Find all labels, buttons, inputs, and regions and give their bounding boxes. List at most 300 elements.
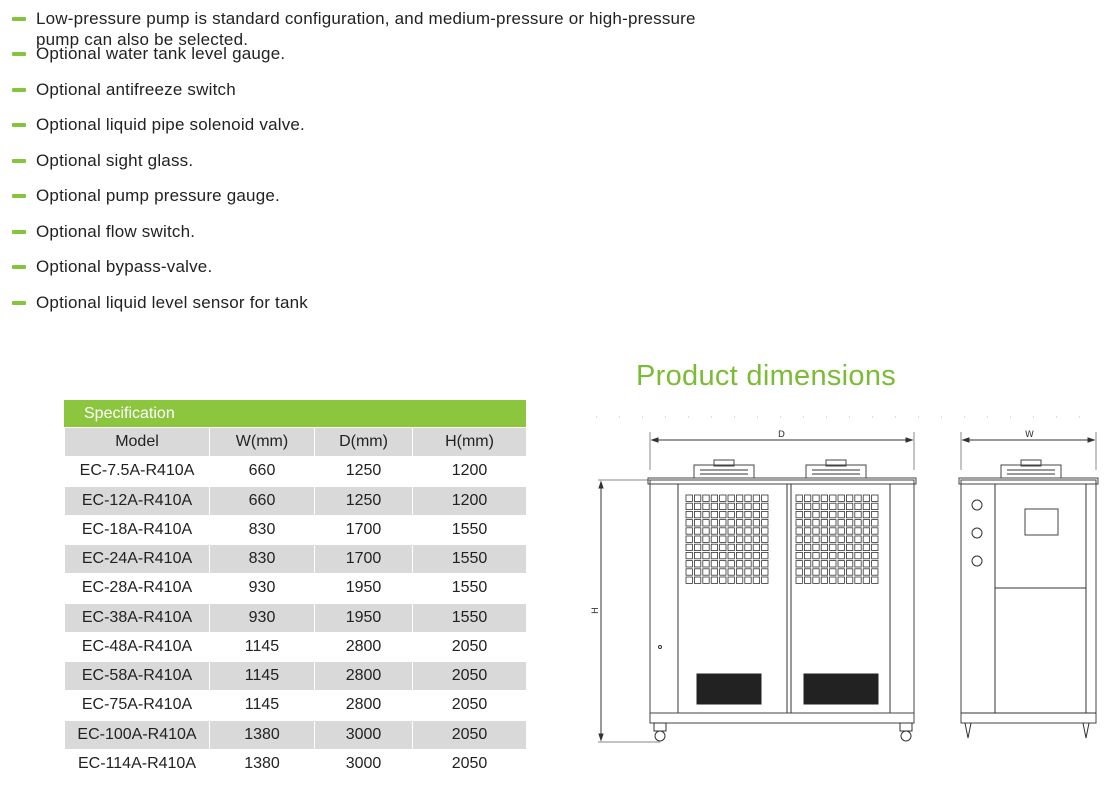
vent-cell xyxy=(686,511,692,517)
vent-cell xyxy=(838,503,844,509)
vent-cell xyxy=(694,569,700,575)
table-cell: 1550 xyxy=(413,603,527,632)
table-cell: 3000 xyxy=(315,749,413,778)
vent-cell xyxy=(872,528,878,534)
vent-cell xyxy=(762,503,768,509)
bullet-dash-icon xyxy=(12,17,26,21)
vent-cell xyxy=(813,536,819,542)
vent-cell xyxy=(863,528,869,534)
vent-cell xyxy=(855,511,861,517)
table-cell: 1250 xyxy=(315,457,413,486)
vent-cell xyxy=(711,552,717,558)
table-cell: EC-7.5A-R410A xyxy=(65,457,210,486)
vent-cell xyxy=(863,503,869,509)
vent-cell xyxy=(838,569,844,575)
vent-cell xyxy=(846,577,852,583)
vent-cell xyxy=(720,552,726,558)
vent-cell xyxy=(830,544,836,550)
vent-cell xyxy=(796,503,802,509)
vent-cell xyxy=(753,511,759,517)
vent-cell xyxy=(745,544,751,550)
bullet-dash-icon xyxy=(12,301,26,305)
vent-cell xyxy=(720,577,726,583)
vent-cell xyxy=(872,561,878,567)
vent-cell xyxy=(728,503,734,509)
vent-cell xyxy=(703,569,709,575)
vent-cell xyxy=(846,528,852,534)
vent-cell xyxy=(796,561,802,567)
vent-cell xyxy=(813,561,819,567)
table-cell: 2050 xyxy=(413,632,527,661)
vent-cell xyxy=(728,511,734,517)
vent-cell xyxy=(796,528,802,534)
vent-cell xyxy=(804,544,810,550)
vent-cell xyxy=(863,569,869,575)
vent-cell xyxy=(736,569,742,575)
vent-cell xyxy=(830,520,836,526)
feature-item: Optional sight glass. xyxy=(12,150,712,186)
vent-cell xyxy=(846,520,852,526)
vent-cell xyxy=(711,561,717,567)
table-cell: 1250 xyxy=(315,486,413,515)
vent-cell xyxy=(846,544,852,550)
table-cell: 1950 xyxy=(315,574,413,603)
vent-cell xyxy=(703,503,709,509)
vent-cell xyxy=(796,536,802,542)
table-cell: 1200 xyxy=(413,486,527,515)
vent-cell xyxy=(813,577,819,583)
vent-cell xyxy=(846,536,852,542)
vent-cell xyxy=(753,544,759,550)
vent-cell xyxy=(838,577,844,583)
spec-table xyxy=(64,427,527,779)
vent-cell xyxy=(813,528,819,534)
vent-cell xyxy=(872,536,878,542)
vent-cell xyxy=(736,503,742,509)
vent-cell xyxy=(813,520,819,526)
vent-cell xyxy=(720,511,726,517)
table-cell: EC-38A-R410A xyxy=(65,603,210,632)
vent-cell xyxy=(838,528,844,534)
table-row xyxy=(65,691,527,720)
vent-cell xyxy=(855,536,861,542)
vent-cell xyxy=(872,552,878,558)
vent-cell xyxy=(804,503,810,509)
bullet-dash-icon xyxy=(12,194,26,198)
vent-cell xyxy=(736,536,742,542)
spec-table-block xyxy=(64,400,526,779)
vent-cell xyxy=(804,569,810,575)
vent-cell xyxy=(694,511,700,517)
vent-cell xyxy=(694,536,700,542)
vent-cell xyxy=(694,528,700,534)
vent-cell xyxy=(796,544,802,550)
column-header: D(mm) xyxy=(315,428,413,457)
table-cell: 2050 xyxy=(413,720,527,749)
vent-cell xyxy=(711,528,717,534)
bullet-dash-icon xyxy=(12,52,26,56)
vent-cell xyxy=(736,561,742,567)
vent-cell xyxy=(855,577,861,583)
vent-cell xyxy=(703,536,709,542)
vent-cell xyxy=(762,528,768,534)
vent-cell xyxy=(711,495,717,501)
vent-cell xyxy=(694,520,700,526)
vent-cell xyxy=(838,520,844,526)
vent-cell xyxy=(694,577,700,583)
vent-cell xyxy=(686,561,692,567)
table-cell: EC-75A-R410A xyxy=(65,691,210,720)
product-dimension-drawing xyxy=(590,408,1105,753)
table-cell: EC-114A-R410A xyxy=(65,749,210,778)
table-cell: 1380 xyxy=(210,749,315,778)
table-row xyxy=(65,574,527,603)
vent-cell xyxy=(694,561,700,567)
vent-cell xyxy=(762,511,768,517)
vent-cell xyxy=(872,495,878,501)
table-cell: EC-100A-R410A xyxy=(65,720,210,749)
vent-cell xyxy=(821,520,827,526)
table-row xyxy=(65,515,527,544)
vent-cell xyxy=(838,552,844,558)
table-cell: 930 xyxy=(210,574,315,603)
table-cell: EC-24A-R410A xyxy=(65,545,210,574)
vent-cell xyxy=(686,544,692,550)
table-cell: 930 xyxy=(210,603,315,632)
table-row xyxy=(65,632,527,661)
vent-cell xyxy=(686,536,692,542)
vent-cell xyxy=(745,536,751,542)
vent-cell xyxy=(796,511,802,517)
vent-cell xyxy=(796,577,802,583)
vent-cell xyxy=(753,520,759,526)
vent-cell xyxy=(753,528,759,534)
vent-cell xyxy=(762,495,768,501)
vent-cell xyxy=(830,577,836,583)
feature-item: Optional antifreeze switch xyxy=(12,79,712,115)
table-cell: 2800 xyxy=(315,632,413,661)
bullet-dash-icon xyxy=(12,230,26,234)
vent-cell xyxy=(804,552,810,558)
vent-cell xyxy=(703,544,709,550)
bullet-dash-icon xyxy=(12,88,26,92)
vent-cell xyxy=(804,495,810,501)
vent-cell xyxy=(838,495,844,501)
vent-cell xyxy=(830,503,836,509)
vent-cell xyxy=(736,577,742,583)
table-cell: 1550 xyxy=(413,545,527,574)
vent-cell xyxy=(720,528,726,534)
vent-cell xyxy=(821,503,827,509)
vent-cell xyxy=(753,577,759,583)
vent-cell xyxy=(686,552,692,558)
vent-cell xyxy=(838,536,844,542)
vent-cell xyxy=(728,544,734,550)
feature-item: Optional liquid pipe solenoid valve. xyxy=(12,114,712,150)
table-cell: 2050 xyxy=(413,691,527,720)
vent-cell xyxy=(711,511,717,517)
vent-cell xyxy=(686,520,692,526)
vent-cell xyxy=(872,503,878,509)
vent-cell xyxy=(762,520,768,526)
table-row xyxy=(65,545,527,574)
vent-cell xyxy=(804,536,810,542)
vent-cell xyxy=(796,552,802,558)
vent-cell xyxy=(711,503,717,509)
vent-cell xyxy=(728,536,734,542)
vent-cell xyxy=(846,552,852,558)
vent-cell xyxy=(846,503,852,509)
vent-cell xyxy=(753,495,759,501)
table-cell: 1145 xyxy=(210,632,315,661)
table-cell: 1145 xyxy=(210,662,315,691)
vent-cell xyxy=(821,544,827,550)
vent-cell xyxy=(728,495,734,501)
vent-cell xyxy=(821,495,827,501)
vent-cell xyxy=(745,503,751,509)
height-label: H xyxy=(591,607,601,614)
vent-cell xyxy=(846,511,852,517)
vent-cell xyxy=(872,569,878,575)
vent-cell xyxy=(745,552,751,558)
vent-cell xyxy=(804,520,810,526)
vent-cell xyxy=(728,520,734,526)
vent-cell xyxy=(830,569,836,575)
vent-cell xyxy=(863,552,869,558)
vent-cell xyxy=(813,544,819,550)
table-cell: EC-12A-R410A xyxy=(65,486,210,515)
vent-cell xyxy=(720,520,726,526)
width-label: W xyxy=(1025,430,1034,440)
vent-cell xyxy=(762,544,768,550)
vent-cell xyxy=(745,495,751,501)
table-cell: 830 xyxy=(210,515,315,544)
table-row xyxy=(65,603,527,632)
table-cell: EC-48A-R410A xyxy=(65,632,210,661)
vent-cell xyxy=(762,577,768,583)
vent-cell xyxy=(745,561,751,567)
vent-cell xyxy=(830,495,836,501)
vent-cell xyxy=(821,577,827,583)
vent-cell xyxy=(703,561,709,567)
bullet-dash-icon xyxy=(12,159,26,163)
table-cell: 1700 xyxy=(315,515,413,544)
table-row xyxy=(65,749,527,778)
vent-cell xyxy=(855,503,861,509)
feature-item: Optional bypass-valve. xyxy=(12,256,712,292)
vent-cell xyxy=(830,528,836,534)
vent-cell xyxy=(703,552,709,558)
vent-cell xyxy=(804,561,810,567)
vent-cell xyxy=(855,544,861,550)
vent-cell xyxy=(745,577,751,583)
vent-cell xyxy=(686,495,692,501)
vent-cell xyxy=(863,544,869,550)
table-row xyxy=(65,662,527,691)
table-cell: 2800 xyxy=(315,662,413,691)
vent-cell xyxy=(753,552,759,558)
table-row xyxy=(65,486,527,515)
vent-cell xyxy=(821,528,827,534)
table-cell: 3000 xyxy=(315,720,413,749)
vent-cell xyxy=(753,536,759,542)
vent-cell xyxy=(872,511,878,517)
bullet-dash-icon xyxy=(12,265,26,269)
vent-cell xyxy=(694,495,700,501)
vent-cell xyxy=(728,528,734,534)
table-cell: 1380 xyxy=(210,720,315,749)
vent-cell xyxy=(703,520,709,526)
vent-cell xyxy=(694,503,700,509)
vent-cell xyxy=(863,511,869,517)
feature-item: Optional pump pressure gauge. xyxy=(12,185,712,221)
vent-cell xyxy=(830,552,836,558)
vent-cell xyxy=(745,511,751,517)
vent-cell xyxy=(872,544,878,550)
vent-cell xyxy=(745,528,751,534)
table-row xyxy=(65,720,527,749)
vent-cell xyxy=(838,544,844,550)
vent-cell xyxy=(821,511,827,517)
vent-cell xyxy=(863,577,869,583)
vent-cell xyxy=(813,552,819,558)
table-header-row xyxy=(65,428,527,457)
table-cell: 2050 xyxy=(413,749,527,778)
vent-cell xyxy=(762,569,768,575)
vent-cell xyxy=(813,503,819,509)
vent-cell xyxy=(686,569,692,575)
vent-cell xyxy=(796,569,802,575)
vent-cell xyxy=(686,577,692,583)
vent-cell xyxy=(855,561,861,567)
vent-cell xyxy=(703,577,709,583)
vent-cell xyxy=(855,528,861,534)
vent-cell xyxy=(855,520,861,526)
vent-cell xyxy=(821,536,827,542)
vent-cell xyxy=(846,561,852,567)
table-cell: 1950 xyxy=(315,603,413,632)
vent-cell xyxy=(711,520,717,526)
vent-cell xyxy=(686,503,692,509)
section-title: Product dimensions xyxy=(636,360,897,392)
vent-cell xyxy=(796,520,802,526)
table-cell: EC-18A-R410A xyxy=(65,515,210,544)
vent-cell xyxy=(736,520,742,526)
vent-cell xyxy=(813,511,819,517)
vent-cell xyxy=(703,495,709,501)
vent-cell xyxy=(694,552,700,558)
feature-list xyxy=(12,8,712,327)
vent-cell xyxy=(838,511,844,517)
vent-cell xyxy=(863,520,869,526)
vent-cell xyxy=(711,577,717,583)
vent-cell xyxy=(804,528,810,534)
table-cell: 1200 xyxy=(413,457,527,486)
vent-cell xyxy=(736,495,742,501)
column-header: H(mm) xyxy=(413,428,527,457)
vent-cell xyxy=(762,552,768,558)
vent-cell xyxy=(728,569,734,575)
vent-cell xyxy=(863,536,869,542)
vent-cell xyxy=(821,569,827,575)
feature-item: Low-pressure pump is standard configuration, and medium-pressure or high-pressure pump can also be selected. xyxy=(12,8,712,43)
vent-cell xyxy=(720,495,726,501)
vent-cell xyxy=(720,544,726,550)
vent-cell xyxy=(711,569,717,575)
table-cell: 1550 xyxy=(413,515,527,544)
vent-cell xyxy=(753,503,759,509)
vent-cell xyxy=(720,569,726,575)
vent-cell xyxy=(736,552,742,558)
table-cell: EC-58A-R410A xyxy=(65,662,210,691)
vent-cell xyxy=(855,552,861,558)
vent-cell xyxy=(728,552,734,558)
vent-cell xyxy=(872,577,878,583)
vent-cell xyxy=(720,561,726,567)
vent-cell xyxy=(720,503,726,509)
vent-cell xyxy=(736,528,742,534)
bullet-dash-icon xyxy=(12,123,26,127)
column-header: W(mm) xyxy=(210,428,315,457)
vent-cell xyxy=(753,561,759,567)
vent-cell xyxy=(720,536,726,542)
vent-cell xyxy=(863,561,869,567)
vent-cell xyxy=(846,569,852,575)
vent-cell xyxy=(762,561,768,567)
depth-label: D xyxy=(778,430,785,440)
vent-cell xyxy=(728,577,734,583)
table-cell: 660 xyxy=(210,457,315,486)
vent-cell xyxy=(872,520,878,526)
vent-cell xyxy=(694,544,700,550)
table-cell: 1700 xyxy=(315,545,413,574)
vent-cell xyxy=(762,536,768,542)
table-cell: 660 xyxy=(210,486,315,515)
vent-cell xyxy=(830,511,836,517)
vent-cell xyxy=(804,511,810,517)
vent-cell xyxy=(830,536,836,542)
vent-cell xyxy=(846,495,852,501)
feature-item: Optional water tank level gauge. xyxy=(12,43,712,79)
vent-cell xyxy=(753,569,759,575)
vent-cell xyxy=(736,544,742,550)
table-cell: 1550 xyxy=(413,574,527,603)
table-cell: 1145 xyxy=(210,691,315,720)
vent-cell xyxy=(813,495,819,501)
vent-cell xyxy=(821,561,827,567)
table-cell: 2050 xyxy=(413,662,527,691)
vent-cell xyxy=(855,569,861,575)
vent-cell xyxy=(703,528,709,534)
vent-cell xyxy=(711,544,717,550)
vent-cell xyxy=(813,569,819,575)
vent-cell xyxy=(863,495,869,501)
vent-cell xyxy=(796,495,802,501)
vent-cell xyxy=(855,495,861,501)
table-cell: EC-28A-R410A xyxy=(65,574,210,603)
column-header: Model xyxy=(65,428,210,457)
feature-item: Optional liquid level sensor for tank xyxy=(12,292,712,328)
vent-cell xyxy=(703,511,709,517)
vent-cell xyxy=(736,511,742,517)
vent-cell xyxy=(745,569,751,575)
vent-cell xyxy=(804,577,810,583)
spec-heading: Specification xyxy=(64,400,526,427)
vent-cell xyxy=(745,520,751,526)
vent-cell xyxy=(686,528,692,534)
table-row xyxy=(65,457,527,486)
spec-table-body xyxy=(65,457,527,779)
